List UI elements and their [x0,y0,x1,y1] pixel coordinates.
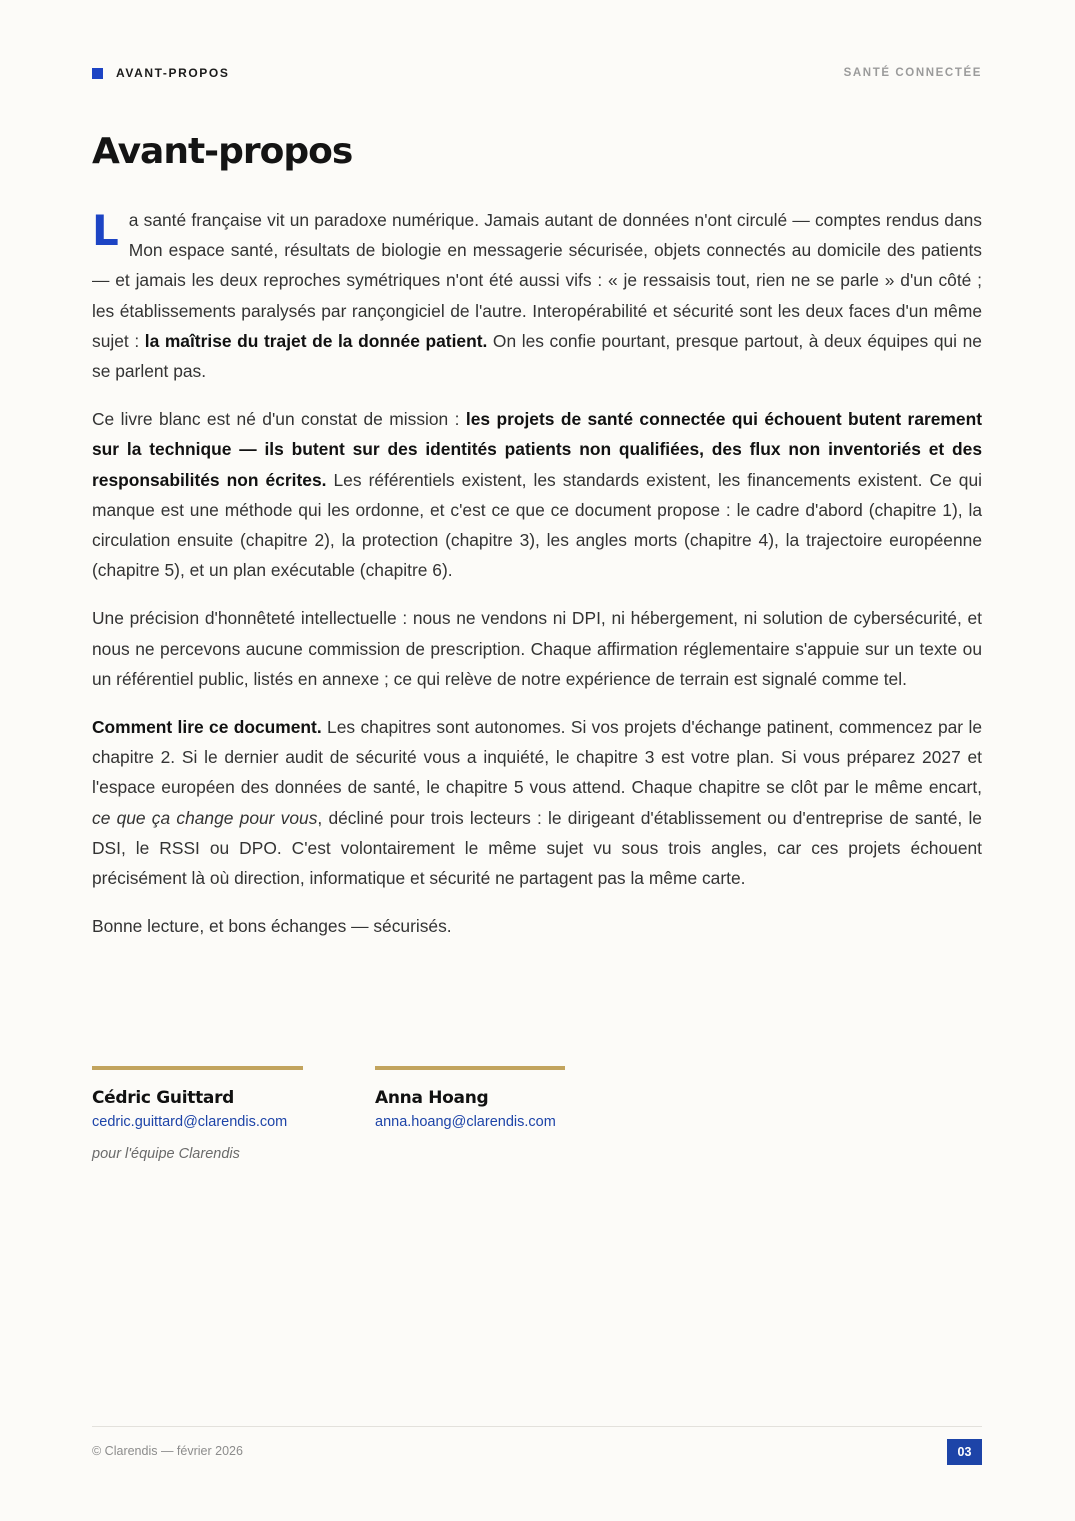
paragraph-2 [92,404,982,585]
p4-text-1: Les chapitres sont autonomes. Si vos projets d'échange patinent, commencez par le chapitre 2. Si le dernier audit de sécurité vous a inquiété, le chapitre 3 est votre plan. Si vous préparez 2027 et l'espace européen des données de santé, le chapitre 5 vous attend. Chaque chapitre se clôt par le même encart, [92,717,982,798]
drop-cap: L [92,206,119,255]
team-note: pour l'équipe Clarendis [92,1146,240,1162]
p1-bold-1: la maîtrise du trajet de la donnée patient. [144,330,488,351]
page-number-badge: 03 [947,1439,982,1465]
running-header [92,66,982,82]
paragraph-5 [92,911,982,941]
paragraph-3 [92,603,982,694]
signature-email-link[interactable]: anna.hoang@clarendis.com [375,1114,556,1130]
signature-block [92,1066,303,1162]
p2-bold-1: les projets de santé connectée qui échouent butent rarement sur la technique — ils butent sur des identités patients non qualifiées, des flux non inventoriés et des responsabilités non écrites. [92,409,982,490]
p5-text-1: Bonne lecture, et bons échanges — sécurisés. [92,916,452,937]
p4-italic-1: ce que ça change pour vous [92,807,318,828]
section-marker [92,66,229,80]
signature-rule [375,1066,565,1070]
p1-text-2: On les confie pourtant, presque partout, à deux équipes qui ne se parlent pas. [92,330,982,382]
paragraph-4 [92,712,982,893]
page-title: Avant-propos [92,131,353,172]
page-footer [92,1426,982,1467]
publication-label: SANTÉ CONNECTÉE [843,67,982,79]
p4-bold-1: Comment lire ce document. [92,717,322,738]
footer-copyright: © Clarendis — février 2026 [92,1444,243,1458]
section-label: AVANT-PROPOS [116,66,230,80]
signature-name: Anna Hoang [375,1088,489,1108]
p1-text-1: a santé française vit un paradoxe numérique. Jamais autant de données n'ont circulé — comptes rendus dans Mon espace santé, résultats de biologie en messagerie sécurisée, objets connectés au domicile des patients — et jamais les deux reproches symétriques n'ont été aussi vifs : « je ressaisis tout, rien ne se parle » d'un côté ; les établissements paralysés par rançongiciel de l'autre. Interopérabilité et sécurité sont les deux faces d'un même sujet : [92,210,982,351]
body-text [92,205,982,959]
p2-text-2: Les référentiels existent, les standards existent, les financements existent. Ce qui manque est une méthode qui les ordonne, et c'est ce que ce document propose : le cadre d'abord (chapitre 1), la circulation ensuite (chapitre 2), la protection (chapitre 3), les angles morts (chapitre 4), la trajectoire européenne (chapitre 5), et un plan exécutable (chapitre 6). [92,469,982,581]
document-page [92,0,982,1521]
signatures [92,1066,982,1176]
p4-text-2: , décliné pour trois lecteurs : le dirigeant d'établissement ou d'entreprise de santé, le DSI, le RSSI ou DPO. C'est volontairement le même sujet vu sous trois angles, car ces projets échouent précisément là où direction, informatique et sécurité ne partagent pas la même carte. [92,807,982,889]
signature-name: Cédric Guittard [92,1088,235,1108]
blue-square-icon [92,68,103,79]
paragraph-1 [92,205,982,386]
p2-text-1: Ce livre blanc est né d'un constat de mission : [92,409,466,430]
signature-rule [92,1066,303,1070]
p3-text-1: Une précision d'honnêteté intellectuelle : nous ne vendons ni DPI, ni hébergement, ni solution de cybersécurité, et nous ne percevons aucune commission de prescription. Chaque affirmation réglementaire s'appuie sur un texte ou un référentiel public, listés en annexe ; ce qui relève de notre expérience de terrain est signalé comme tel. [92,608,982,689]
signature-block [375,1066,565,1130]
signature-email-link[interactable]: cedric.guittard@clarendis.com [92,1114,288,1130]
